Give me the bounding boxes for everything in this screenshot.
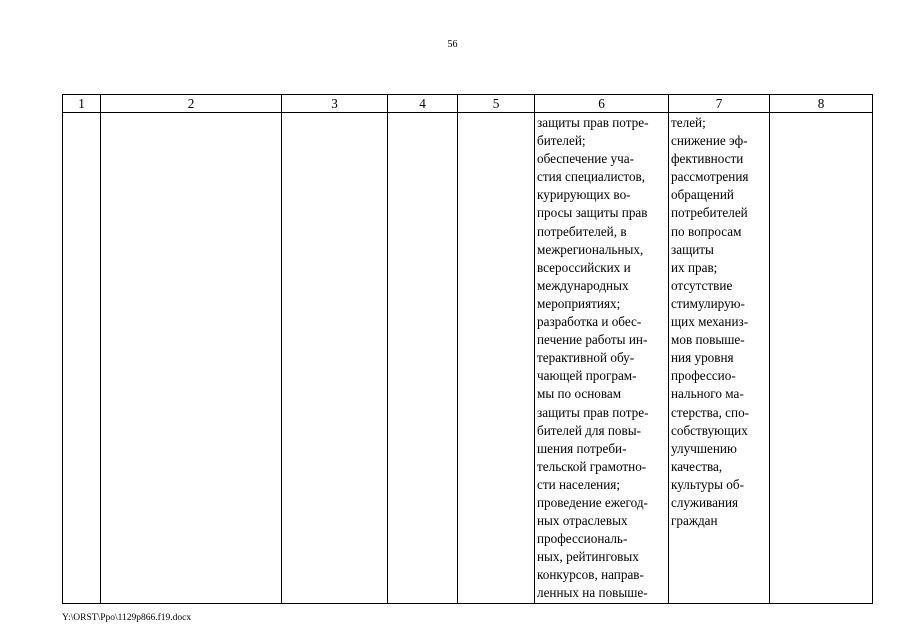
text-line: всероссийских и	[537, 259, 631, 275]
text-line: ных, рейтинговых	[537, 549, 639, 565]
cell-col-2	[101, 113, 282, 604]
text-line: ных отраслевых	[537, 513, 628, 529]
text-line: курирующих во-	[537, 187, 631, 203]
text-line: терактивной обу-	[537, 350, 635, 366]
text-line: конкурсов, направ-	[537, 567, 644, 583]
text-line: телей;	[671, 115, 706, 130]
cell-col-6	[535, 113, 669, 604]
cell-col-4	[388, 113, 458, 604]
text-line: собствующих	[671, 422, 748, 438]
text-line: тельской грамотно-	[537, 458, 647, 474]
text-line: просы защиты прав	[537, 205, 648, 221]
text-line: служивания	[671, 494, 739, 510]
column-header-8: 8	[770, 95, 873, 113]
text-line: профессиональ-	[537, 531, 628, 547]
file-path-footer: Y:\ORST\Ppo\1129p866.f19.docx	[62, 613, 192, 623]
text-line: проведение ежегод-	[537, 494, 648, 510]
column-header-2: 2	[101, 95, 282, 113]
text-line: ния уровня	[671, 350, 734, 366]
text-line: стимулирую-	[671, 295, 745, 311]
text-line: сти населения;	[537, 476, 621, 492]
text-line: фективности	[671, 151, 744, 167]
cell-col-8	[770, 113, 873, 604]
text-line: обеспечение уча-	[537, 151, 634, 167]
text-line: стия специалистов,	[537, 169, 646, 185]
text-line: печение работы ин-	[537, 332, 648, 348]
text-line: бителей;	[537, 133, 586, 149]
text-line: международных	[537, 277, 629, 293]
text-line: нального ма-	[671, 386, 744, 402]
text-line: обращений	[671, 187, 734, 203]
text-line: защиты прав потре-	[537, 115, 649, 130]
text-line: щих механиз-	[671, 314, 749, 330]
text-line: снижение эф-	[671, 133, 748, 149]
column-header-4: 4	[388, 95, 458, 113]
table-header-row	[63, 95, 873, 113]
text-line: защиты	[671, 241, 714, 257]
cell-col-3	[282, 113, 388, 604]
text-line: потребителей, в	[537, 223, 627, 239]
text-line: стерства, спо-	[671, 404, 750, 420]
text-line: разработка и обес-	[537, 314, 642, 330]
text-line: профессио-	[671, 368, 736, 384]
text-line: потребителей	[671, 205, 748, 221]
column-header-6: 6	[535, 95, 669, 113]
column-header-7: 7	[669, 95, 770, 113]
text-line: мероприятиях;	[537, 295, 621, 311]
text-line: бителей для повы-	[537, 422, 641, 438]
document-table	[62, 94, 873, 604]
text-line: граждан	[671, 513, 718, 529]
text-line: ленных на повыше-	[537, 585, 648, 601]
cell-col-1	[63, 113, 101, 604]
text-line: шения потреби-	[537, 440, 627, 456]
text-line: качества,	[671, 458, 723, 474]
col6-text	[535, 113, 668, 603]
text-line: отсутствие	[671, 277, 733, 293]
cell-col-5	[458, 113, 535, 604]
column-header-1: 1	[63, 95, 101, 113]
text-line: культуры об-	[671, 476, 744, 492]
text-line: чающей програм-	[537, 368, 637, 384]
page-number: 56	[447, 39, 458, 50]
text-line: улучшению	[671, 440, 737, 456]
text-line: по вопросам	[671, 223, 742, 239]
column-header-3: 3	[282, 95, 388, 113]
text-line: рассмотрения	[671, 169, 749, 185]
column-header-5: 5	[458, 95, 535, 113]
text-line: мы по основам	[537, 386, 622, 402]
col7-text	[669, 113, 769, 530]
table-row	[63, 113, 873, 604]
text-line: их прав;	[671, 259, 718, 275]
text-line: межрегиональных,	[537, 241, 644, 257]
text-line: защиты прав потре-	[537, 404, 649, 420]
text-line: мов повыше-	[671, 332, 745, 348]
cell-col-7	[669, 113, 770, 604]
